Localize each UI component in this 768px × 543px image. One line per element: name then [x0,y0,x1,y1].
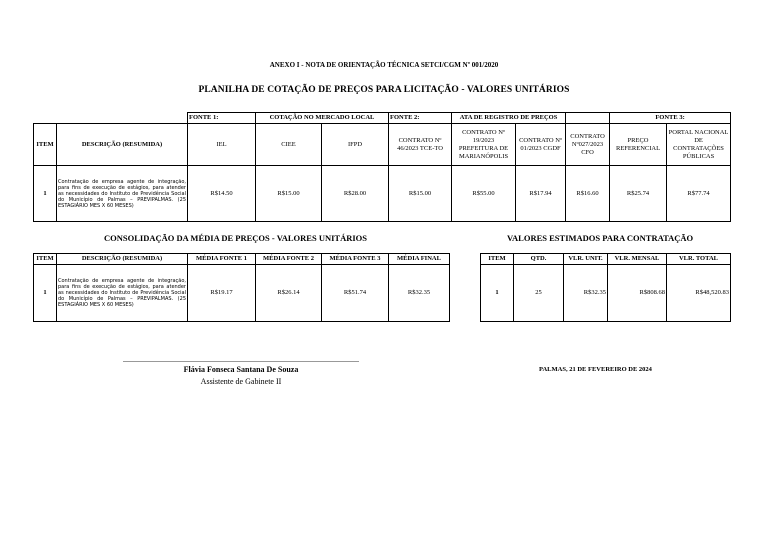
table-row [481,265,731,322]
col-header-ifpd: IFPD [322,124,389,166]
cell-item: 1 [34,166,57,222]
empty-cell [566,113,610,124]
cell-cfo: R$16.60 [566,166,610,222]
cell-media-fonte2: R$26.14 [256,265,322,322]
col-header-vlr-mensal: VLR. MENSAL [608,254,667,265]
cell-vlr-unit: R$32.35 [564,265,608,322]
cell-marianopolis: R$55.00 [452,166,516,222]
cell-description: Contratação de empresa agente de integração, para fins de execução de estágios, para atender as necessidades do Instituto de Previdência Social do Município de Palmas – PREVIPALMAS. (25 ESTAGIÁRIO MES X 60 MESES) [57,166,188,222]
group-mercado-local: COTAÇÃO NO MERCADO LOCAL [256,113,389,124]
col-header-vlr-total: VLR. TOTAL [667,254,731,265]
table-row [34,166,731,222]
empty-cell [34,113,188,124]
document-date: PALMAS, 21 DE FEVEREIRO DE 2024 [539,366,652,373]
group-fonte1: FONTE 1: [188,113,256,124]
cell-item: 1 [34,265,57,322]
cell-qtd: 25 [514,265,564,322]
consolidation-title: CONSOLIDAÇÃO DA MÉDIA DE PREÇOS - VALORES UNITÁRIOS [104,233,367,243]
col-header-cgdf: CONTRATO Nº 01/2023 CGDF [516,124,566,166]
col-header-cfo: CONTRATO Nº027/2023 CFO [566,124,610,166]
cell-iel: R$14.50 [188,166,256,222]
table-row [34,265,450,322]
col-header-qtd: QTD. [514,254,564,265]
col-header-description: DESCRIÇÃO (RESUMIDA) [57,124,188,166]
col-header-preco-referencial: PREÇO REFERENCIAL [610,124,667,166]
cell-portal: R$77.74 [667,166,731,222]
cell-item: 1 [481,265,514,322]
col-header-media-fonte1: MÉDIA FONTE 1 [188,254,256,265]
col-header-item: ITEM [34,124,57,166]
group-ata-registro: ATA DE REGISTRO DE PREÇOS [452,113,566,124]
cell-media-fonte3: R$51.74 [322,265,389,322]
signature-role: Assistente de Gabinete II [200,377,282,386]
cell-media-final: R$32.35 [389,265,450,322]
cell-ifpd: R$28.00 [322,166,389,222]
col-header-item: ITEM [481,254,514,265]
col-header-media-fonte3: MÉDIA FONTE 3 [322,254,389,265]
signature-line [123,361,359,362]
cell-vlr-total: R$48,520.83 [667,265,731,322]
group-fonte3: FONTE 3: [610,113,731,124]
quote-table [33,112,731,222]
col-header-iel: IEL [188,124,256,166]
cell-description: Contratação de empresa agente de integração, para fins de execução de estágios, para atender as necessidades do Instituto de Previdência Social do Município de Palmas – PREVIPALMAS. (25 ESTAGIÁRIO MES X 60 MESES) [57,265,188,322]
cell-vlr-mensal: R$808.68 [608,265,667,322]
annex-heading: ANEXO I - NOTA DE ORIENTAÇÃO TÉCNICA SETCI/CGM Nº 001/2020 [269,61,499,69]
col-header-ciee: CIEE [256,124,322,166]
signature-name: Flávia Fonseca Santana De Souza [183,365,299,374]
estimates-title: VALORES ESTIMADOS PARA CONTRATAÇÃO [507,233,694,243]
col-header-vlr-unit: VLR. UNIT. [564,254,608,265]
cell-cgdf: R$17.94 [516,166,566,222]
col-header-marianopolis: CONTRATO Nº 19/2023 PREFEITURA DE MARIANÓPOLIS [452,124,516,166]
cell-tce-to: R$15.00 [389,166,452,222]
col-header-portal: PORTAL NACIONAL DE CONTRATAÇÕES PÚBLICAS [667,124,731,166]
page-title: PLANILHA DE COTAÇÃO DE PREÇOS PARA LICITAÇÃO - VALORES UNITÁRIOS [198,85,570,95]
col-header-item: ITEM [34,254,57,265]
consolidation-table [33,253,450,322]
cell-ciee: R$15.00 [256,166,322,222]
cell-media-fonte1: R$19.17 [188,265,256,322]
col-header-description: DESCRIÇÃO (RESUMIDA) [57,254,188,265]
col-header-tce-to: CONTRATO Nº 46/2023 TCE-TO [389,124,452,166]
col-header-media-final: MÉDIA FINAL [389,254,450,265]
col-header-media-fonte2: MÉDIA FONTE 2 [256,254,322,265]
estimates-table [480,253,731,322]
cell-preco-referencial: R$25.74 [610,166,667,222]
group-fonte2: FONTE 2: [389,113,452,124]
